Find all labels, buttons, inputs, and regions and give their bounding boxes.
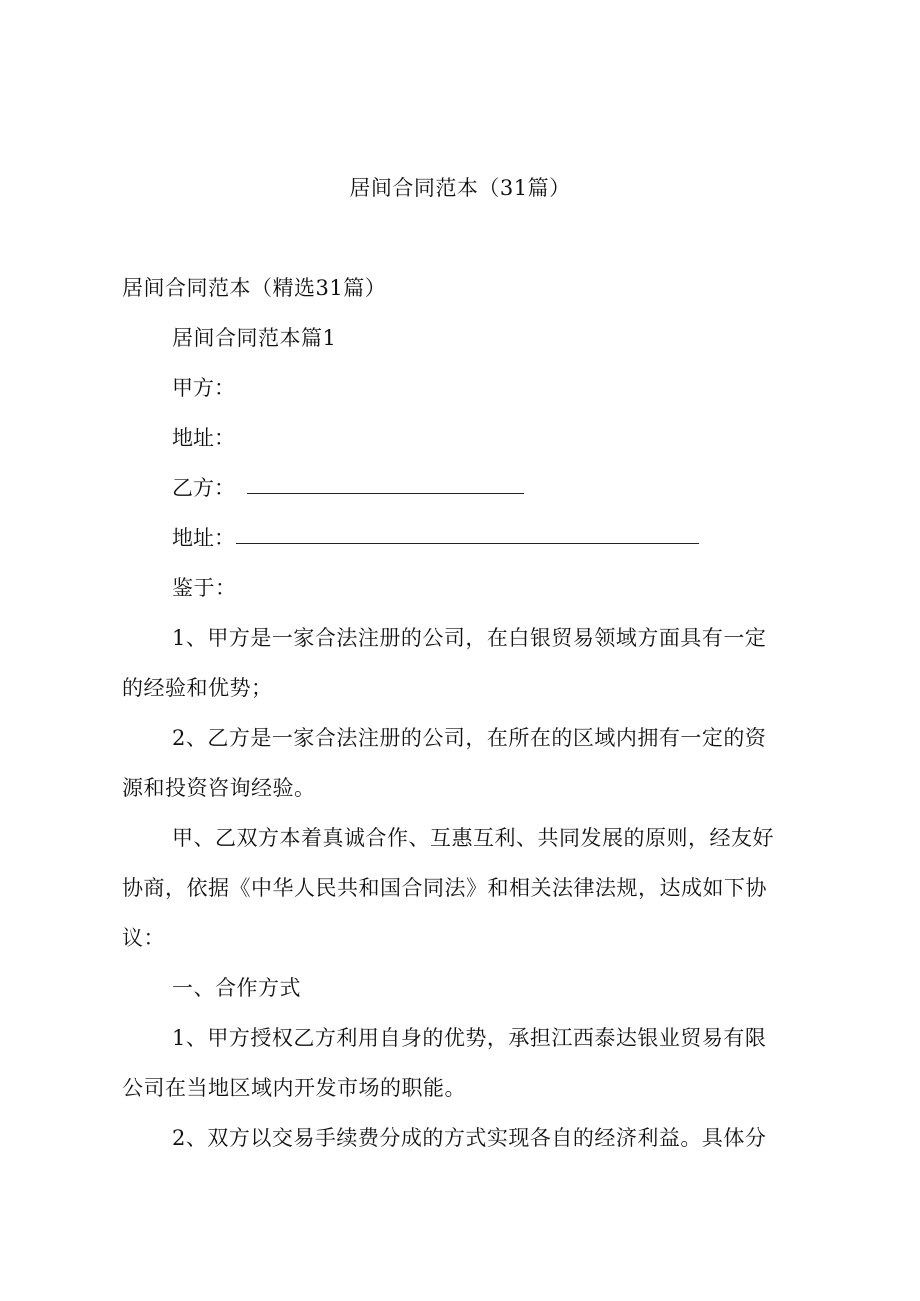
clause-1-1-line-2: 公司在当地区域内开发市场的职能。 bbox=[122, 1076, 466, 1100]
party-b-address-blank-line bbox=[236, 543, 699, 544]
recital-2-line-1: 2、乙方是一家合法注册的公司，在所在的区域内拥有一定的资 bbox=[172, 726, 767, 750]
recital-1-line-1: 1、甲方是一家合法注册的公司，在白银贸易领域方面具有一定 bbox=[172, 626, 767, 650]
clause-1-2-line-1: 2、双方以交易手续费分成的方式实现各自的经济利益。具体分 bbox=[172, 1126, 767, 1150]
recital-1-line-2: 的经验和优势； bbox=[122, 676, 273, 700]
document-title: 居间合同范本（31篇） bbox=[349, 176, 571, 200]
clause-1-heading: 一、合作方式 bbox=[172, 976, 301, 1000]
party-b-address-label: 地址： bbox=[172, 526, 235, 550]
party-a-label: 甲方： bbox=[172, 376, 235, 400]
party-b-blank-line bbox=[247, 493, 524, 494]
agreement-intro-line-3: 议： bbox=[122, 926, 165, 950]
agreement-intro-line-1: 甲、乙双方本着真诚合作、互惠互利、共同发展的原则，经友好 bbox=[172, 826, 774, 850]
document-subtitle: 居间合同范本（精选31篇） bbox=[122, 276, 387, 300]
section-heading: 居间合同范本篇1 bbox=[172, 326, 337, 350]
agreement-intro-line-2: 协商，依据《中华人民共和国合同法》和相关法律法规，达成如下协 bbox=[122, 876, 767, 900]
recital-2-line-2: 源和投资咨询经验。 bbox=[122, 776, 316, 800]
party-b-label: 乙方： bbox=[172, 476, 235, 500]
clause-1-1-line-1: 1、甲方授权乙方利用自身的优势，承担江西泰达银业贸易有限 bbox=[172, 1026, 767, 1050]
whereas-label: 鉴于： bbox=[172, 576, 237, 600]
party-a-address-label: 地址： bbox=[172, 426, 235, 450]
